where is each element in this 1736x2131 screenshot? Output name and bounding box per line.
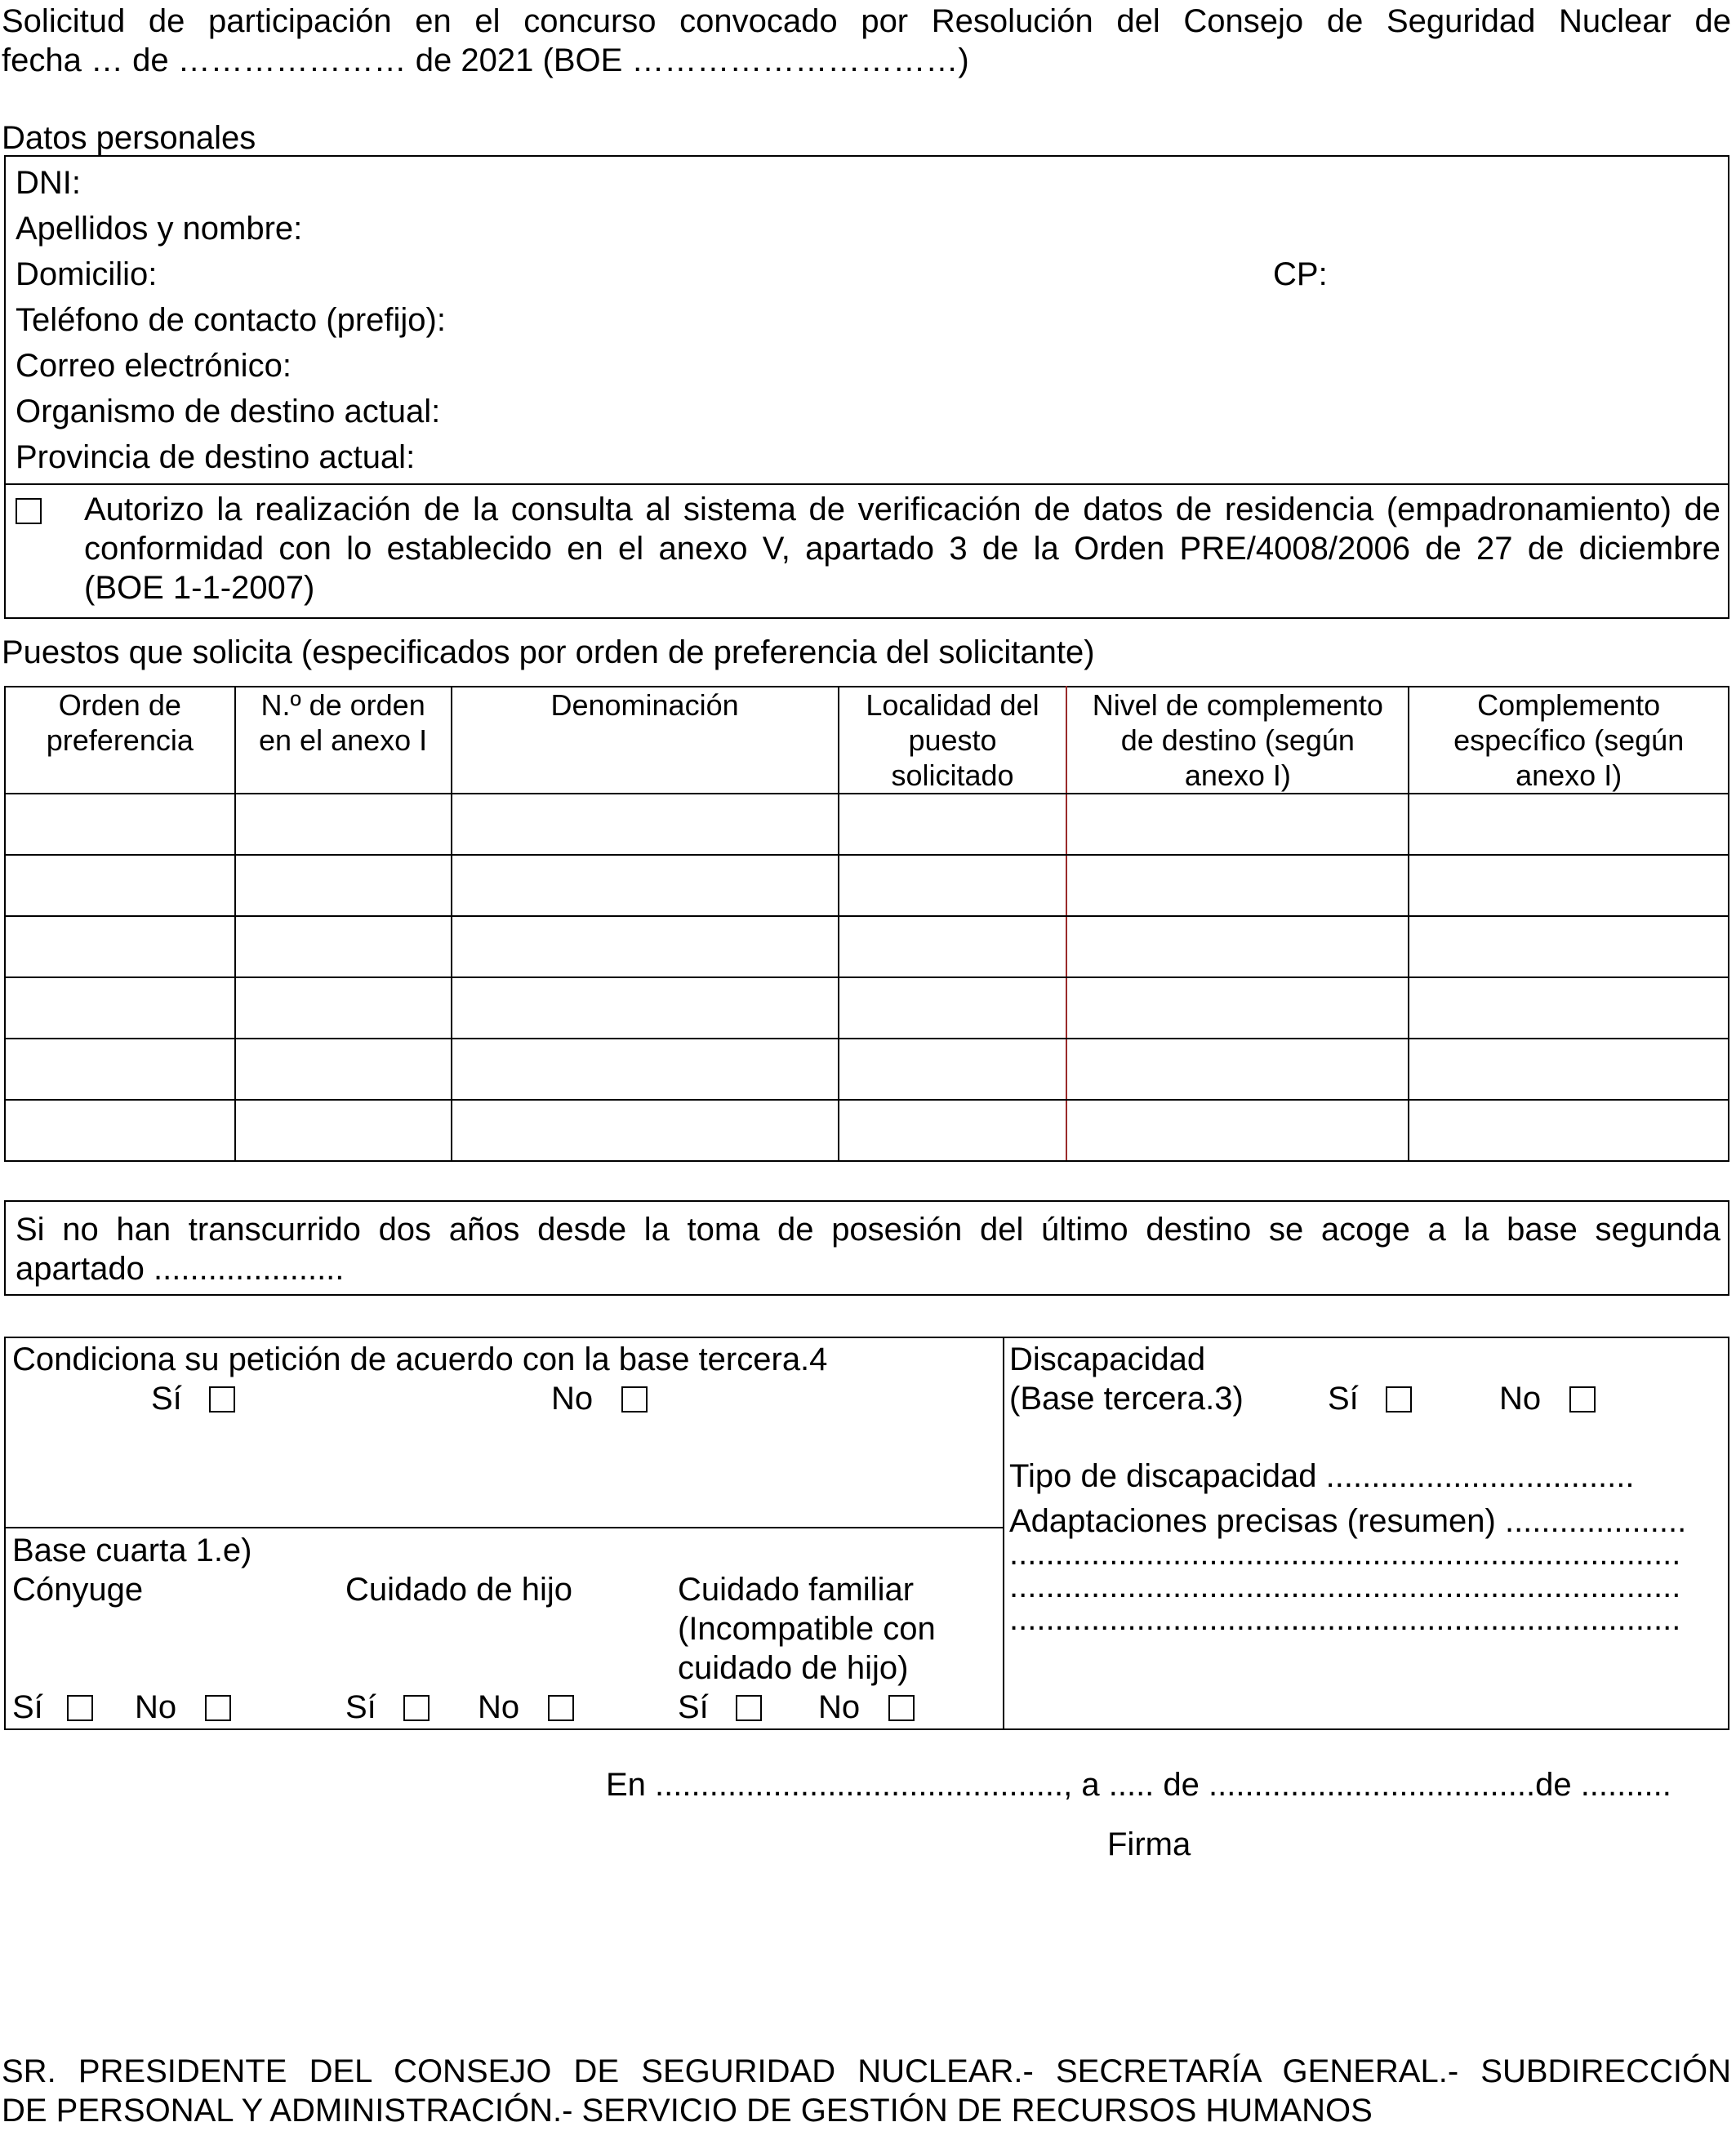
hijo-no-checkbox[interactable]: [548, 1695, 574, 1721]
table-row: [5, 977, 1729, 1039]
table-header-row: [5, 687, 1729, 794]
discapacidad-si-label: Sí: [1328, 1381, 1359, 1417]
footer-line-2: DE PERSONAL Y ADMINISTRACIÓN.- SERVICIO DE GESTIÓN DE RECURSOS HUMANOS: [2, 2093, 1373, 2129]
condiciona-si-label: Sí: [151, 1381, 182, 1417]
conyuge-label: Cónyuge: [12, 1572, 144, 1608]
autorizo-text-2: conformidad con lo establecido en el anexo V, apartado 3 de la Orden PRE/4008/2006 de 27 de diciembre: [84, 531, 1720, 567]
autorizo-text-3: (BOE 1-1-2007): [84, 570, 315, 606]
col-localidad: Localidad del puesto solicitado: [839, 687, 1067, 794]
discapacidad-title: Discapacidad: [1009, 1341, 1206, 1377]
conyuge-si-label: Sí: [12, 1689, 43, 1725]
tipo-discapacidad-field[interactable]: Tipo de discapacidad ..................................: [1009, 1458, 1635, 1494]
col-complemento-especifico: Complemento específico (según anexo I): [1409, 687, 1729, 794]
provincia-label: Provincia de destino actual:: [16, 439, 416, 475]
header-line-1: Solicitud de participación en el concurso convocado por Resolución del Consejo de Seguridad Nuclear de: [2, 3, 1731, 39]
dni-label: DNI:: [16, 165, 81, 201]
puestos-section-title: Puestos que solicita (especificados por orden de preferencia del solicitante): [2, 634, 1095, 670]
discapacidad-si-checkbox[interactable]: [1386, 1386, 1412, 1413]
familiar-si-label: Sí: [678, 1689, 709, 1725]
condiciona-title: Condiciona su petición de acuerdo con la base tercera.4: [12, 1341, 828, 1377]
conditions-box: [4, 1337, 1729, 1730]
familiar-si-checkbox[interactable]: [736, 1695, 762, 1721]
personal-section-title: Datos personales: [2, 120, 256, 156]
condiciona-no-option[interactable]: [551, 1379, 648, 1418]
conyuge-no-checkbox[interactable]: [205, 1695, 231, 1721]
cp-label: CP:: [1273, 256, 1328, 292]
apellidos-label: Apellidos y nombre:: [16, 211, 303, 247]
discapacidad-no-option[interactable]: [1499, 1379, 1596, 1418]
hijo-si-checkbox[interactable]: [403, 1695, 430, 1721]
col-denominacion: Denominación: [452, 687, 839, 794]
autorizo-checkbox[interactable]: [16, 498, 42, 524]
table-row: [5, 1039, 1729, 1100]
familiar-label-2: (Incompatible con: [678, 1611, 936, 1647]
base-segunda-text-1: Si no han transcurrido dos años desde la toma de posesión del último destino se acoge a la base segunda: [16, 1212, 1720, 1248]
conyuge-si-checkbox[interactable]: [67, 1695, 93, 1721]
familiar-no-option[interactable]: [818, 1688, 915, 1727]
col-orden-preferencia: Orden de preferencia: [5, 687, 235, 794]
condiciona-si-option[interactable]: [151, 1379, 235, 1418]
table-row: [5, 916, 1729, 977]
adaptaciones-line-3[interactable]: ..........................................................................: [1009, 1601, 1681, 1637]
adaptaciones-line-2[interactable]: ..........................................................................: [1009, 1568, 1681, 1604]
col-nivel-complemento: Nivel de complemento de destino (según anexo I): [1066, 687, 1409, 794]
base-segunda-box: [4, 1200, 1729, 1296]
discapacidad-base: (Base tercera.3): [1009, 1381, 1244, 1417]
conyuge-si-option[interactable]: [12, 1688, 93, 1727]
personal-data-box: [4, 155, 1729, 619]
discapacidad-si-option[interactable]: [1328, 1379, 1412, 1418]
divider: [6, 483, 1728, 485]
condiciona-no-label: No: [551, 1381, 594, 1417]
header-line-2: fecha … de ………………… de 2021 (BOE …………………………): [2, 42, 969, 78]
table-row: [5, 794, 1729, 855]
familiar-si-option[interactable]: [678, 1688, 762, 1727]
hijo-no-label: No: [478, 1689, 520, 1725]
hijo-no-option[interactable]: [478, 1688, 574, 1727]
lugar-fecha-line[interactable]: En ............................................., a ..... de ....................................de ..........: [606, 1767, 1671, 1803]
familiar-no-label: No: [818, 1689, 861, 1725]
table-row: [5, 1100, 1729, 1161]
condiciona-si-checkbox[interactable]: [209, 1386, 235, 1413]
hijo-label: Cuidado de hijo: [345, 1572, 572, 1608]
col-numero-orden: N.º de orden en el anexo I: [235, 687, 452, 794]
hijo-si-option[interactable]: [345, 1688, 430, 1727]
telefono-label: Teléfono de contacto (prefijo):: [16, 302, 446, 338]
base-cuarta-title: Base cuarta 1.e): [12, 1533, 252, 1568]
correo-label: Correo electrónico:: [16, 348, 292, 384]
discapacidad-no-label: No: [1499, 1381, 1542, 1417]
hijo-si-label: Sí: [345, 1689, 376, 1725]
condiciona-no-checkbox[interactable]: [621, 1386, 648, 1413]
autorizo-text-1: Autorizo la realización de la consulta al sistema de verificación de datos de residencia (empadronamiento) de: [84, 492, 1720, 527]
puestos-table: [4, 686, 1729, 1162]
discapacidad-no-checkbox[interactable]: [1569, 1386, 1596, 1413]
organismo-label: Organismo de destino actual:: [16, 394, 441, 429]
base-segunda-text-2: apartado .....................: [16, 1251, 345, 1287]
firma-label: Firma: [1107, 1826, 1191, 1862]
domicilio-label: Domicilio:: [16, 256, 158, 292]
table-row: [5, 855, 1729, 916]
conyuge-no-label: No: [135, 1689, 177, 1725]
familiar-no-checkbox[interactable]: [888, 1695, 915, 1721]
footer-line-1: SR. PRESIDENTE DEL CONSEJO DE SEGURIDAD NUCLEAR.- SECRETARÍA GENERAL.- SUBDIRECCIÓN: [2, 2053, 1731, 2089]
adaptaciones-field[interactable]: Adaptaciones precisas (resumen) ....................: [1009, 1503, 1687, 1539]
column-divider: [1003, 1338, 1004, 1728]
left-divider: [6, 1527, 1004, 1528]
familiar-label-1: Cuidado familiar: [678, 1572, 915, 1608]
adaptaciones-line-1[interactable]: ..........................................................................: [1009, 1536, 1681, 1572]
conyuge-no-option[interactable]: [135, 1688, 231, 1727]
familiar-label-3: cuidado de hijo): [678, 1650, 909, 1686]
